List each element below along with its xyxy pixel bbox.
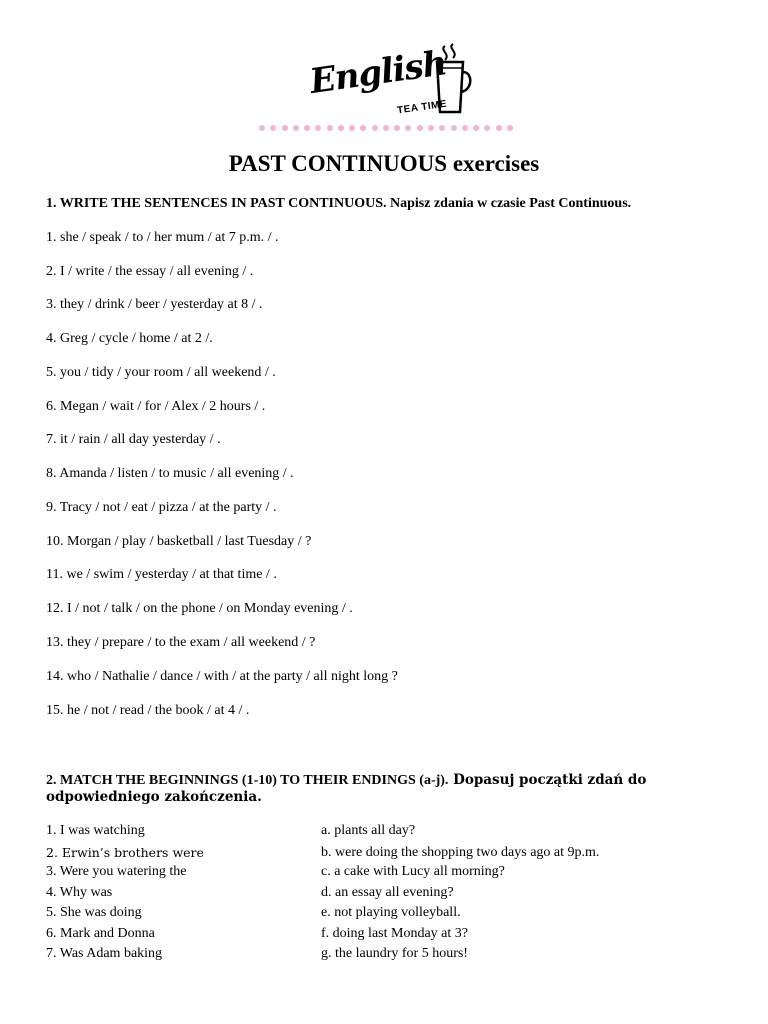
match-beginning: 3. Were you watering the xyxy=(46,864,187,879)
section1-heading: 1. WRITE THE SENTENCES IN PAST CONTINUOUS. Napisz zdania w czasie Past Continuous. xyxy=(46,196,632,211)
exercise-item: 10. Morgan / play / basketball / last Tuesday / ? xyxy=(46,534,312,549)
match-ending: b. were doing the shopping two days ago at 9p.m. xyxy=(321,845,600,860)
match-beginning: 7. Was Adam baking xyxy=(46,946,163,961)
page-title: PAST CONTINUOUS exercises xyxy=(228,151,540,176)
section2-heading-pl: Dopasuj początki zdań do odpowiedniego zakończenia. xyxy=(46,772,647,805)
match-beginning: 4. Why was xyxy=(46,885,113,900)
exercise-item: 9. Tracy / not / eat / pizza / at the party / . xyxy=(46,500,277,515)
exercise-item: 15. he / not / read / the book / at 4 / . xyxy=(46,703,250,718)
exercise-item: 2. I / write / the essay / all evening / . xyxy=(46,264,254,279)
match-ending: d. an essay all evening? xyxy=(321,885,454,900)
exercise-item: 11. we / swim / yesterday / at that time / . xyxy=(46,567,277,582)
exercise-item: 4. Greg / cycle / home / at 2 /. xyxy=(46,331,213,346)
match-ending: g. the laundry for 5 hours! xyxy=(321,946,468,961)
exercise-item: 3. they / drink / beer / yesterday at 8 / . xyxy=(46,297,263,312)
match-beginning: 6. Mark and Donna xyxy=(46,926,155,941)
match-ending: c. a cake with Lucy all morning? xyxy=(321,864,505,879)
exercise-item: 14. who / Nathalie / dance / with / at the party / all night long ? xyxy=(46,669,398,684)
match-beginning: 2. Erwin’s brothers were xyxy=(46,845,204,860)
english-tea-time-logo xyxy=(255,40,517,136)
match-ending: a. plants all day? xyxy=(321,823,416,838)
match-beginning: 1. I was watching xyxy=(46,823,145,838)
exercise-item: 5. you / tidy / your room / all weekend / . xyxy=(46,365,276,380)
section2-heading xyxy=(46,772,726,806)
logo-script-text: English xyxy=(307,43,449,102)
exercise-item: 12. I / not / talk / on the phone / on Monday evening / . xyxy=(46,601,353,616)
logo-subtitle: TEA TIME xyxy=(396,98,448,117)
match-beginning: 5. She was doing xyxy=(46,905,142,920)
section2-heading-en: 2. MATCH THE BEGINNINGS (1-10) TO THEIR ENDINGS (a-j). xyxy=(46,773,449,788)
exercise-item: 6. Megan / wait / for / Alex / 2 hours / . xyxy=(46,399,266,414)
logo-dotted-divider xyxy=(255,122,517,134)
exercise-item: 7. it / rain / all day yesterday / . xyxy=(46,432,221,447)
exercise-item: 8. Amanda / listen / to music / all evening / . xyxy=(46,466,294,481)
exercise-item: 13. they / prepare / to the exam / all weekend / ? xyxy=(46,635,316,650)
match-ending: f. doing last Monday at 3? xyxy=(321,926,468,941)
match-ending: e. not playing volleyball. xyxy=(321,905,461,920)
exercise-item: 1. she / speak / to / her mum / at 7 p.m. / . xyxy=(46,230,279,245)
